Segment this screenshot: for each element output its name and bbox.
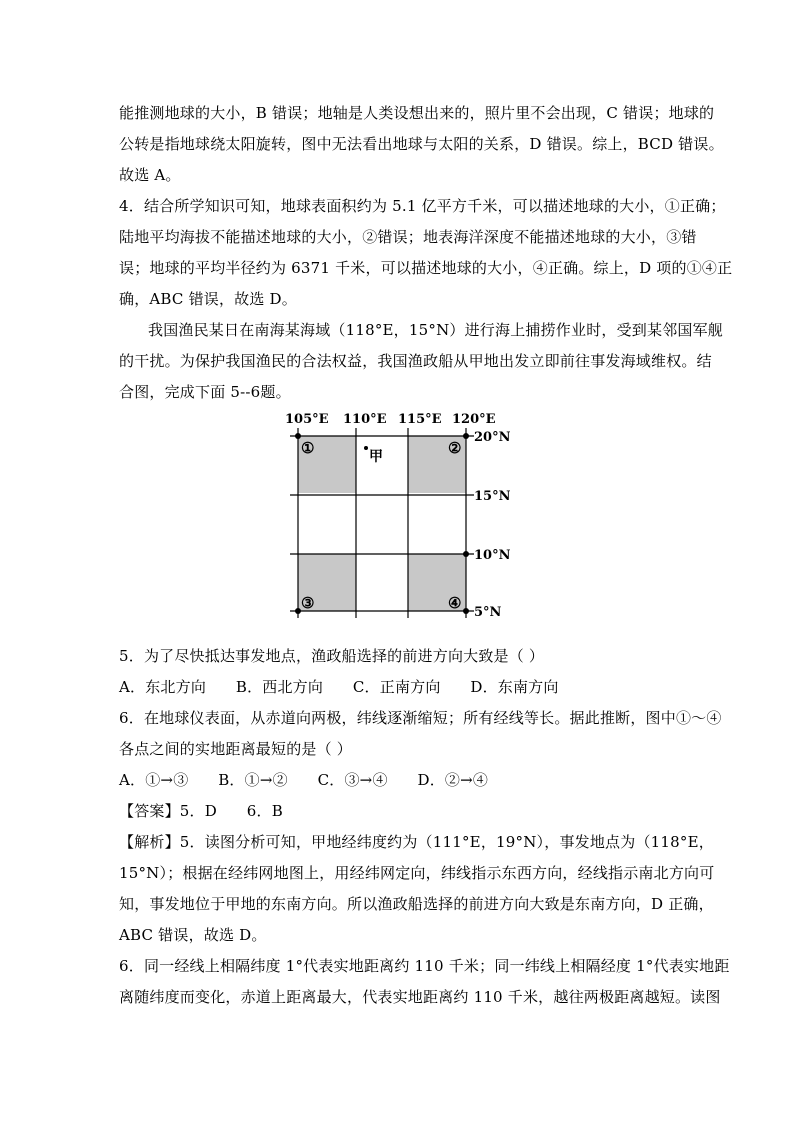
text-line: 确，ABC 错误，故选 D。: [119, 290, 297, 308]
latitude-label: 10°N: [474, 548, 511, 563]
point-dot-4: [463, 608, 469, 614]
text-line: 的干扰。为保护我国渔民的合法权益，我国渔政船从甲地出发立即前往事发海域维权。结: [119, 352, 712, 370]
text-line: 公转是指地球绕太阳旋转，图中无法看出地球与太阳的关系，D 错误。综上，BCD 错误。: [119, 135, 724, 153]
point-dot-10n: [463, 551, 469, 557]
text-line: 知，事发地位于甲地的东南方向。所以渔政船选择的前进方向大致是东南方向，D 正确，: [119, 895, 714, 913]
question-6-options: A．①→③ B．①→② C．③→④ D．②→④: [119, 771, 489, 789]
text-line: 离随纬度而变化，赤道上距离最大，代表实地距离约 110 千米，越往两极距离越短。读图: [119, 988, 721, 1006]
text-line: 15°N）；根据在经纬网地图上，用经纬网定向，纬线指示东西方向，经线指示南北方向可: [119, 864, 715, 882]
location-dot: [364, 446, 368, 450]
text-line: 4．结合所学知识可知，地球表面积约为 5.1 亿平方千米，可以描述地球的大小，①正确；: [119, 197, 726, 215]
text-line: 故选 A。: [119, 166, 181, 184]
point-label-2: ②: [448, 439, 462, 457]
latitude-label: 5°N: [474, 605, 502, 620]
answer-line: 【答案】5．D 6．B: [119, 802, 283, 820]
latitude-label: 15°N: [474, 489, 511, 504]
analysis-line: 【解析】5．读图分析可知，甲地经纬度约为（111°E，19°N），事发地点为（118°E，: [119, 833, 714, 851]
point-label-4: ④: [448, 594, 462, 612]
location-label: 甲: [369, 449, 383, 465]
lat-lon-grid-map: [280, 408, 520, 624]
text-line: ABC 错误，故选 D。: [119, 926, 267, 944]
text-line: 误；地球的平均半径约为 6371 千米，可以描述地球的大小，④正确。综上，D 项的①④正: [119, 259, 733, 277]
point-dot-2: [463, 433, 469, 439]
longitude-label: 110°E: [343, 412, 387, 427]
question-5: 5．为了尽快抵达事发地点，渔政船选择的前进方向大致是（ ）: [119, 647, 545, 665]
question-5-options: A．东北方向 B．西北方向 C．正南方向 D．东南方向: [119, 678, 559, 696]
longitude-label: 120°E: [452, 412, 496, 427]
question-6: 6．在地球仪表面，从赤道向两极，纬线逐渐缩短；所有经线等长。据此推断，图中①～④: [119, 709, 722, 727]
text-line: 6．同一经线上相隔纬度 1°代表实地距离约 110 千米；同一纬线上相隔经度 1°代表实地距: [119, 957, 730, 975]
point-label-3: ③: [301, 594, 315, 612]
text-line: 能推测地球的大小，B 错误；地轴是人类设想出来的，照片里不会出现，C 错误；地球的: [119, 104, 715, 122]
text-line: 我国渔民某日在南海某海域（118°E，15°N）进行海上捕捞作业时，受到某邻国军舰: [148, 321, 723, 339]
longitude-label: 115°E: [398, 412, 442, 427]
text-line: 各点之间的实地距离最短的是（ ）: [119, 740, 352, 758]
longitude-label: 105°E: [285, 412, 329, 427]
latitude-label: 20°N: [474, 430, 511, 445]
point-label-1: ①: [301, 439, 315, 457]
text-line: 合图，完成下面 5--6题。: [119, 383, 291, 401]
text-line: 陆地平均海拔不能描述地球的大小，②错误；地表海洋深度不能描述地球的大小，③错: [119, 228, 697, 246]
